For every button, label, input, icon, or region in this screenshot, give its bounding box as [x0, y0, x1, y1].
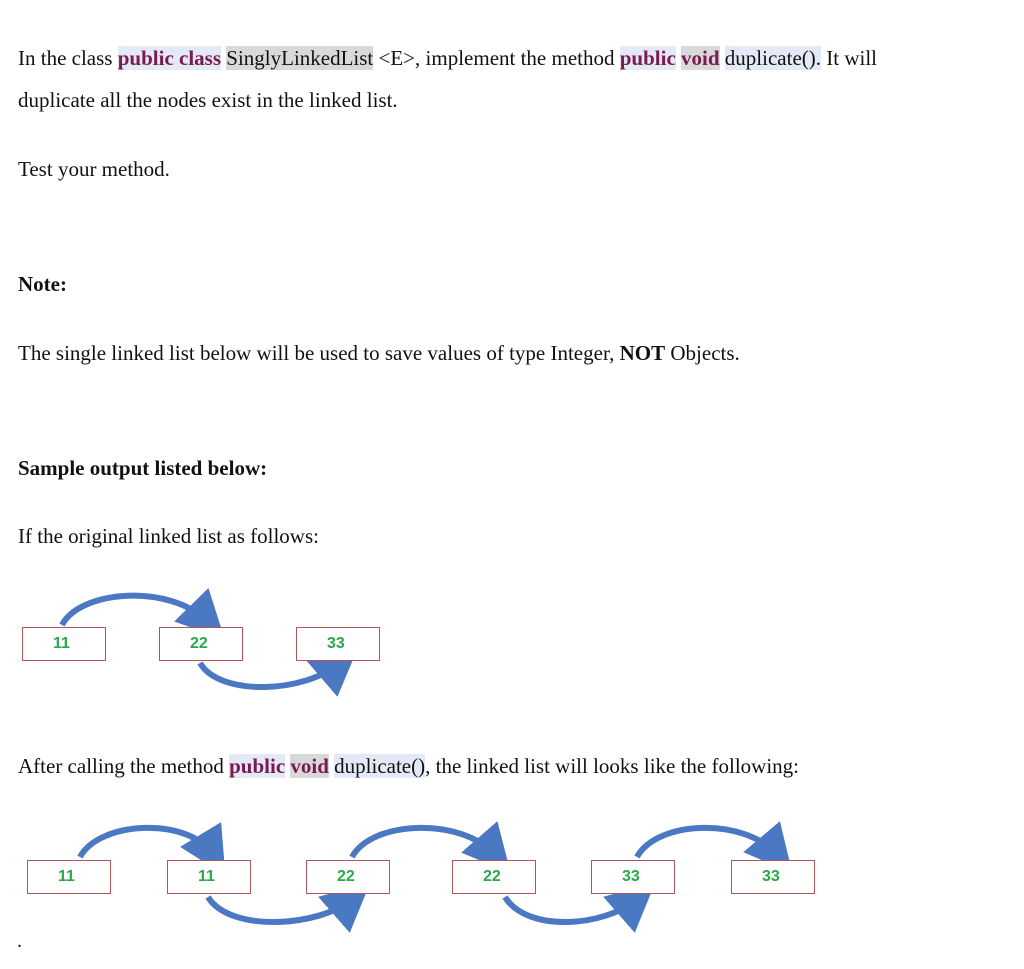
arrow-22-to-33: [200, 663, 340, 687]
task-description-line-1: In the class public class SinglyLinkedList <E>, implement the method public void duplicate(). It will: [18, 46, 877, 70]
trailing-mark: .: [17, 930, 22, 952]
list-node: 11: [22, 627, 106, 661]
list-node: 11: [27, 860, 111, 894]
keyword-public-class: public class: [117, 46, 222, 70]
class-name: SinglyLinkedList: [226, 46, 374, 70]
text-fragment: In the class: [18, 46, 118, 70]
arrow-node4-to-node5: [505, 897, 637, 922]
list-node: 22: [306, 860, 390, 894]
after-call-text: After calling the method public void duplicate(), the linked list will looks like the following:: [18, 754, 799, 778]
arrow-node2-to-node3: [208, 897, 352, 922]
duplicated-list-diagram: [0, 815, 1024, 935]
list-node: 22: [452, 860, 536, 894]
original-list-intro: If the original linked list as follows:: [18, 524, 319, 548]
keyword-void: void: [681, 46, 720, 70]
list-node: 22: [159, 627, 243, 661]
sample-output-heading: Sample output listed below:: [18, 456, 268, 480]
note-heading: Note:: [18, 272, 67, 296]
original-list-arrows: [0, 585, 1024, 695]
arrow-11-to-22: [62, 596, 208, 625]
list-node: 33: [731, 860, 815, 894]
list-node: 33: [591, 860, 675, 894]
emphasis-not: NOT: [619, 341, 666, 365]
list-node: 33: [296, 627, 380, 661]
arrow-node1-to-node2: [80, 828, 213, 857]
arrow-node5-to-node6: [637, 828, 777, 857]
keyword-void: void: [290, 754, 329, 778]
keyword-public: public: [619, 46, 676, 70]
keyword-public: public: [229, 754, 286, 778]
original-list-diagram: [0, 585, 1024, 695]
method-name: duplicate().: [724, 46, 821, 70]
note-text: The single linked list below will be used to save values of type Integer, NOT Objects.: [18, 341, 740, 365]
method-name: duplicate(): [334, 754, 426, 778]
list-node: 11: [167, 860, 251, 894]
test-instruction: Test your method.: [18, 157, 170, 181]
task-description-line-2: duplicate all the nodes exist in the linked list.: [18, 88, 398, 112]
arrow-node3-to-node4: [352, 828, 495, 857]
